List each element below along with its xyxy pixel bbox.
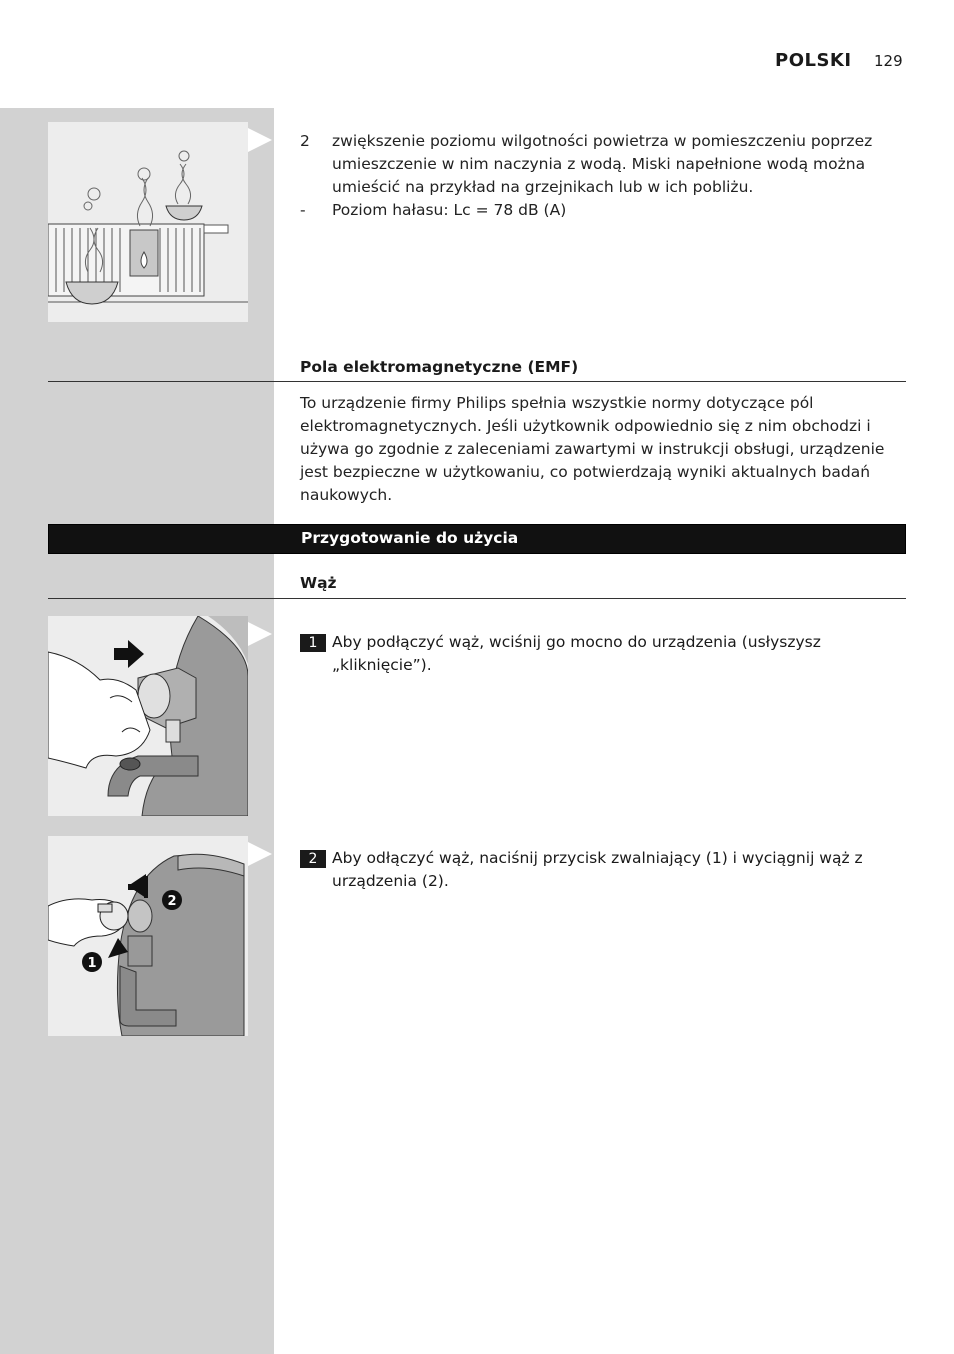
- section-title: Przygotowanie do użycia: [301, 529, 519, 547]
- step-text: Aby podłączyć wąż, wciśnij go mocno do urządzenia (usłyszysz „kliknięcie”).: [332, 633, 821, 674]
- list-marker: -: [300, 201, 306, 219]
- step-text: Aby odłączyć wąż, naciśnij przycisk zwalniający (1) i wyciągnij wąż z urządzenia (2).: [332, 849, 863, 890]
- callout-notch: [248, 842, 272, 866]
- step-number: 1: [300, 634, 326, 652]
- figure-label-1: 1: [87, 956, 97, 971]
- radiator-illustration: [48, 122, 248, 322]
- list-item-text: zwiększenie poziomu wilgotności powietrza w pomieszczeniu poprzez umieszczenie w nim naczynia z wodą. Miski napełnione wodą można umieścić na przykład na grzejnikach lub w ich pobliżu.: [332, 132, 873, 196]
- disconnect-hose-illustration: [48, 836, 248, 1036]
- heading-rule: [48, 598, 906, 599]
- callout-notch: [248, 128, 272, 152]
- step-number: 2: [300, 850, 326, 868]
- language-label: POLSKI: [775, 50, 852, 71]
- humidity-list: [300, 130, 905, 222]
- step-2: [300, 847, 905, 893]
- step-1: [300, 631, 905, 677]
- list-item: [300, 199, 905, 222]
- list-marker: 2: [300, 132, 310, 150]
- list-item: [300, 130, 905, 199]
- callout-notch: [248, 622, 272, 646]
- connect-hose-illustration: [48, 616, 248, 816]
- heading-rule: [48, 381, 906, 382]
- emf-heading: Pola elektromagnetyczne (EMF): [300, 358, 579, 376]
- page-number: 129: [874, 52, 903, 70]
- emf-body: To urządzenie firmy Philips spełnia wszystkie normy dotyczące pól elektromagnetycznych. Jeśli użytkownik odpowiednio się z nim obchodzi i używa go zgodnie z zaleceniami zawartymi w instrukcji obsługi, urządzenie jest bezpieczne w użytkowaniu, co potwierdzają wyniki aktualnych badań naukowych.: [300, 394, 885, 504]
- list-item-text: Poziom hałasu: Lc = 78 dB (A): [332, 201, 567, 219]
- section-band: [48, 524, 906, 554]
- hose-heading: Wąż: [300, 574, 337, 592]
- figure-label-2: 2: [167, 894, 177, 909]
